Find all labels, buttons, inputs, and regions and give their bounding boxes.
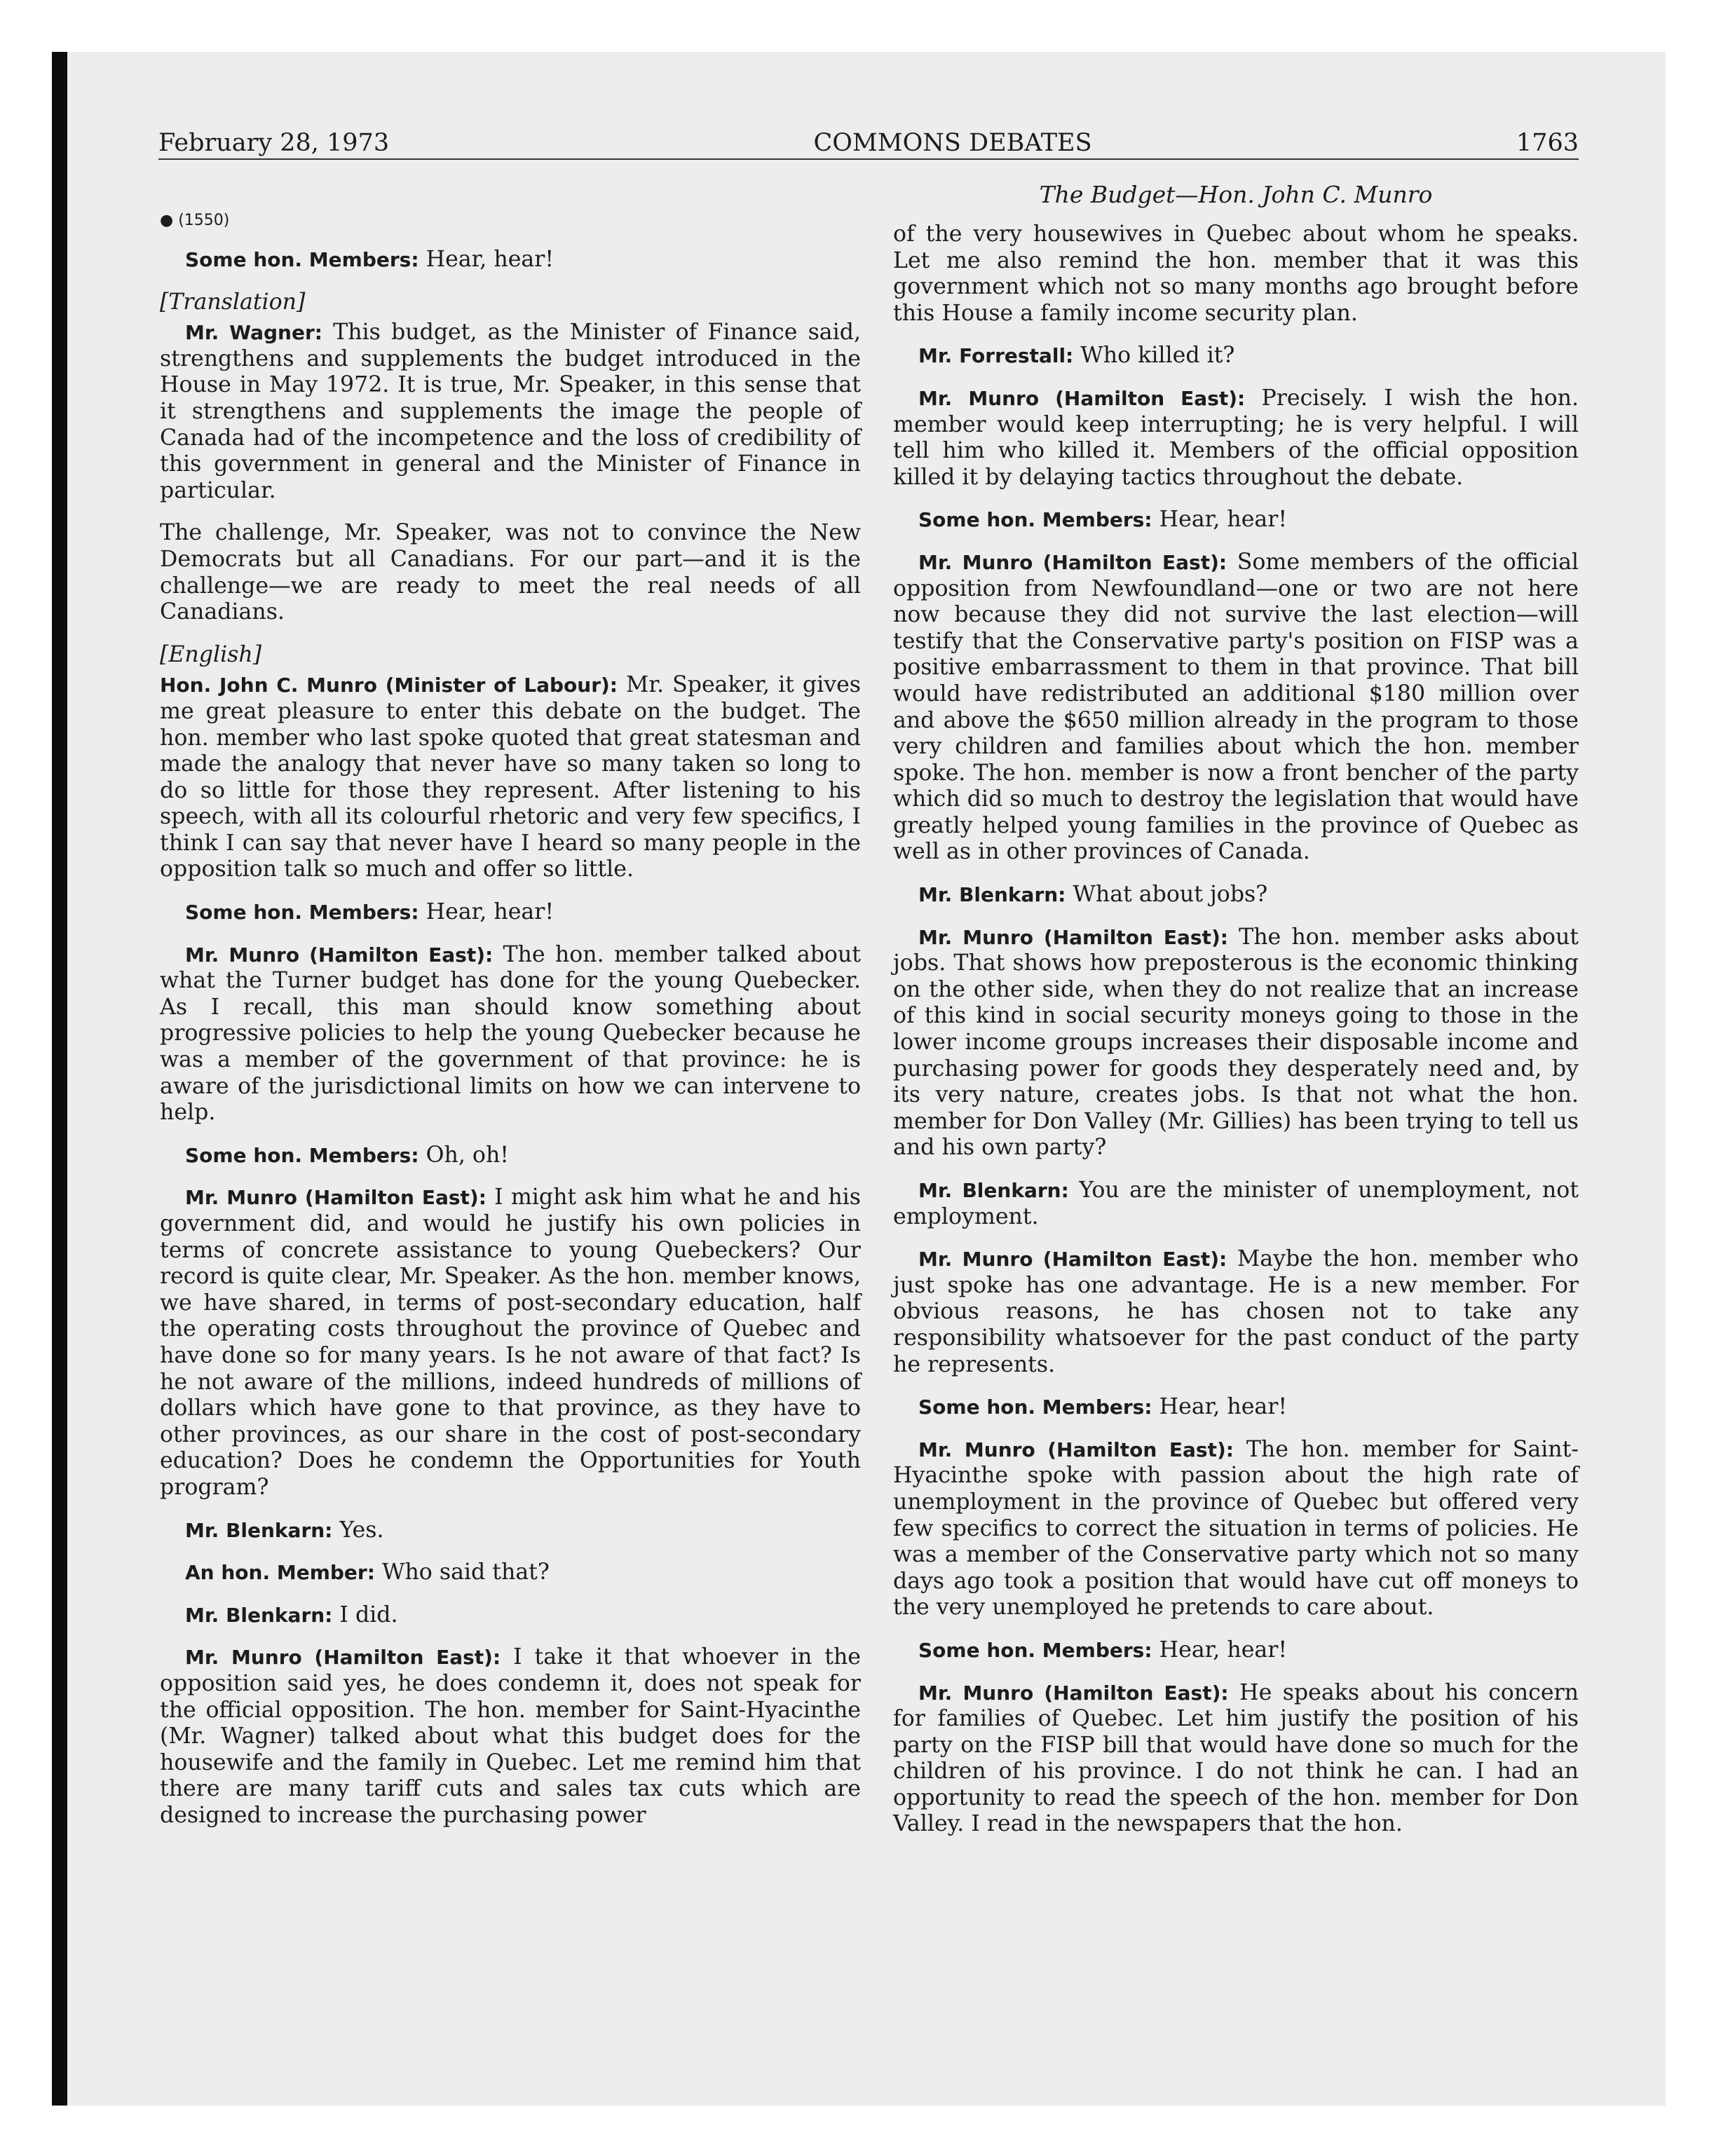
paragraph	[160, 247, 861, 273]
speaker-name: Mr. Munro (Hamilton East):	[185, 1186, 487, 1210]
paragraph	[160, 320, 861, 504]
header-publication: COMMONS DEBATES	[813, 129, 1092, 157]
speaker-name: Mr. Forrestall:	[918, 344, 1074, 368]
speaker-name: Mr. Munro (Hamilton East):	[918, 1248, 1227, 1271]
paragraph	[893, 1394, 1579, 1421]
speech-text: The hon. member for Saint-Hyacinthe spoke with passion about the high rate of unemployment in the province of Quebec but offered very few specifics to correct the situation in terms of policies. He was a member of the Conservative party which not so many days ago took a position that would have cut off moneys to the very unemployed he pretends to care about.	[893, 1436, 1579, 1621]
paragraph	[893, 1637, 1579, 1664]
speech-text: Some members of the official opposition from Newfoundland—one or two are not here now because they did not survive the last election—will testify that the Conservative party's position on FISP was a positive embarrassment to them in that province. That bill would have redistributed an additional $180 million over and above the $650 million already in the program to those very children and families about which the hon. member spoke. The hon. member is now a front bencher of the party which did so much to destroy the legislation that would have greatly helped young families in the province of Quebec as well as in other provinces of Canada.	[893, 549, 1579, 865]
paragraph: of the very housewives in Quebec about whom he speaks. Let me also remind the hon. member that it was this government which not so many months ago brought before this House a family income security plan.	[893, 221, 1579, 326]
speaker-name: An hon. Member:	[185, 1561, 375, 1585]
paragraph	[893, 550, 1579, 866]
language-marker: [Translation]	[160, 289, 306, 315]
speaker-name: Mr. Wagner:	[185, 321, 322, 345]
paragraph	[160, 1560, 861, 1586]
paragraph	[893, 343, 1579, 369]
speech-text: Who killed it?	[1073, 343, 1235, 369]
speech-text: I did.	[332, 1602, 398, 1628]
speech-text: Hear, hear!	[1152, 507, 1288, 533]
speech-text: Yes.	[332, 1517, 384, 1543]
running-head: The Budget—Hon. John C. Munro	[1039, 181, 1433, 208]
speech-text: Hear, hear!	[419, 899, 554, 925]
paragraph	[160, 1185, 861, 1501]
speaker-name: Mr. Blenkarn:	[185, 1603, 333, 1627]
speech-text: Who said that?	[374, 1560, 550, 1585]
speech-text: What about jobs?	[1066, 882, 1268, 908]
speaker-name: Mr. Blenkarn:	[918, 1179, 1069, 1202]
paragraph	[893, 1178, 1579, 1230]
paragraph	[893, 1437, 1579, 1621]
speaker-name: Mr. Munro (Hamilton East):	[185, 1646, 501, 1670]
speaker-name: Hon. John C. Munro (Minister of Labour):	[160, 674, 618, 697]
paragraph: The challenge, Mr. Speaker, was not to convince the New Democrats but all Canadians. For our part—and it is the challenge—we are ready to meet the real needs of all Canadians.	[160, 520, 861, 625]
speaker-name: Some hon. Members:	[918, 508, 1152, 532]
paragraph	[160, 899, 861, 926]
header-page-number: 1763	[1516, 129, 1579, 157]
language-marker: [English]	[160, 641, 262, 667]
paragraph	[160, 1644, 861, 1829]
speaker-name: Mr. Blenkarn:	[185, 1518, 333, 1542]
speaker-name: Mr. Munro (Hamilton East):	[918, 550, 1227, 574]
speech-text: Maybe the hon. member who just spoke has one advantage. He is a new member. For obvious reasons, he has chosen not to take any responsibility whatsoever for the past conduct of the party he represents.	[893, 1246, 1579, 1377]
speaker-name: Some hon. Members:	[185, 901, 419, 925]
speech-text: Hear, hear!	[1152, 1637, 1288, 1663]
speaker-name: Mr. Munro (Hamilton East):	[918, 1681, 1229, 1705]
speaker-name: Mr. Munro (Hamilton East):	[185, 943, 494, 967]
speech-text: Precisely. I wish the hon. member would keep interrupting; he is very helpful. I will tell him who killed it. Members of the official opposition killed it by delaying tactics throughout the debate.	[893, 385, 1579, 490]
paragraph	[160, 1142, 861, 1169]
paragraph	[893, 1680, 1579, 1838]
paragraph	[160, 672, 861, 883]
paragraph	[893, 386, 1579, 491]
paragraph	[893, 507, 1579, 533]
speech-text: Hear, hear!	[419, 247, 554, 272]
speech-text: The hon. member talked about what the Turner budget has done for the young Quebecker. As I recall, this man should know something about progressive policies to help the young Quebecker because he was a member of the government of that province: he is aware of the jurisdictional limits on how we can intervene to help.	[160, 941, 861, 1126]
paragraph	[893, 925, 1579, 1161]
paragraph	[160, 942, 861, 1126]
paragraph	[160, 1517, 861, 1544]
speech-text: I take it that whoever in the opposition said yes, he does condemn it, does not speak for the official opposition. The hon. member for Saint-Hyacinthe (Mr. Wagner) talked about what this budget does for the housewife and the family in Quebec. Let me remind him that there are many tariff cuts and sales tax cuts which are designed to increase the purchasing power	[160, 1644, 861, 1828]
speaker-name: Some hon. Members:	[185, 248, 419, 271]
speaker-name: Mr. Munro (Hamilton East):	[918, 1438, 1234, 1461]
right-column	[893, 221, 1579, 1854]
page-header	[158, 125, 1579, 157]
speaker-name: Some hon. Members:	[918, 1396, 1152, 1419]
speech-text: I might ask him what he and his government did, and would he justify his own policies in terms of concrete assistance to young Quebeckers? Our record is quite clear, Mr. Speaker. As the hon. member knows, we have shared, in terms of post-secondary education, half the operating costs throughout the province of Quebec and have done so for many years. Is he not aware of that fact? Is he not aware of the millions, indeed hundreds of millions of dollars which have gone to that province, as they have to other provinces, as our share in the cost of post-secondary education? Does he condemn the Opportunities for Youth program?	[160, 1185, 861, 1500]
speaker-name: Mr. Blenkarn:	[918, 883, 1066, 907]
speaker-name: Some hon. Members:	[918, 1638, 1152, 1662]
speaker-name: Mr. Munro (Hamilton East):	[918, 386, 1246, 410]
paragraph	[160, 1602, 861, 1629]
speech-text: This budget, as the Minister of Finance said, strengthens and supplements the budget introduced in the House in May 1972. It is true, Mr. Speaker, in this sense that it strengthens and supplements the image the people of Canada had of the incompetence and the loss of credibility of this government in general and the Minister of Finance in particular.	[160, 320, 861, 503]
speech-text: The hon. member asks about jobs. That shows how preposterous is the economic thinking on the other side, when they do not realize that an increase of this kind in social security moneys going to those in the lower income groups increases their disposable income and purchasing power for goods they desperately need and, by its very nature, creates jobs. Is that not what the hon. member for Don Valley (Mr. Gillies) has been trying to tell us and his own party?	[893, 924, 1579, 1161]
speaker-name: Mr. Munro (Hamilton East):	[918, 925, 1228, 949]
paragraph	[893, 1246, 1579, 1378]
time-marker: ● (1550)	[160, 212, 230, 229]
binding-edge	[52, 52, 67, 2106]
speech-text: Mr. Speaker, it gives me great pleasure to enter this debate on the budget. The hon. member who last spoke quoted that great statesman and made the analogy that never have so many taken so long to do so little for those they represent. After listening to his speech, with all its colourful rhetoric and very few specifics, I think I can say that never have I heard so many people in the opposition talk so much and offer so little.	[160, 672, 862, 882]
paragraph	[893, 882, 1579, 908]
speech-text: Oh, oh!	[419, 1142, 509, 1168]
speech-text: You are the minister of unemployment, not employment.	[893, 1178, 1579, 1229]
header-rule	[158, 158, 1579, 160]
speech-text: Hear, hear!	[1152, 1394, 1288, 1420]
speech-text: He speaks about his concern for families of Quebec. Let him justify the position of his party on the FISP bill that would have done so much for the children of his province. I do not think he can. I had an opportunity to read the speech of the hon. member for Don Valley. I read in the newspapers that the hon.	[893, 1679, 1579, 1837]
left-column	[160, 210, 861, 1845]
header-date: February 28, 1973	[158, 129, 390, 157]
speaker-name: Some hon. Members:	[185, 1143, 419, 1167]
